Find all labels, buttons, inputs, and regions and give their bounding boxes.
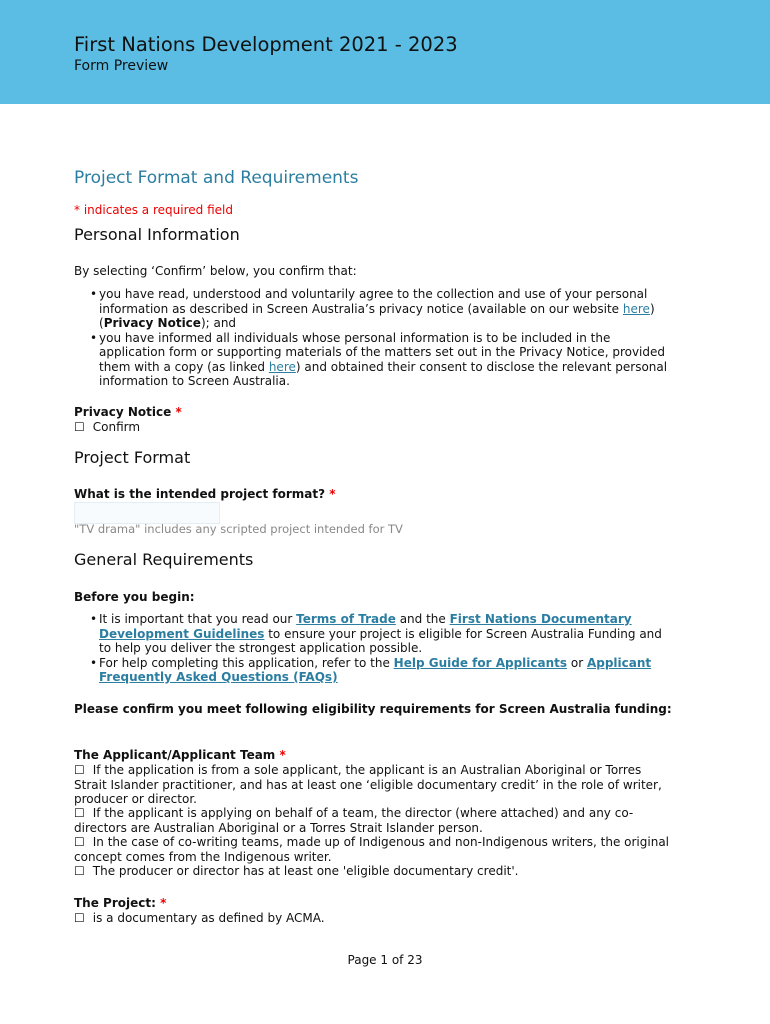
project-checkbox-1[interactable]: ☐ is a documentary as defined by ACMA. [74, 911, 325, 925]
personal-intro: By selecting ‘Confirm’ below, you confirm that: [74, 264, 357, 278]
guidelines-link[interactable]: First Nations Documentary Development Guidelines [99, 612, 632, 641]
general-heading: General Requirements [74, 550, 254, 569]
format-select[interactable] [74, 502, 220, 524]
required-note: * indicates a required field [74, 203, 233, 217]
personal-list [74, 287, 674, 389]
project-format-heading: Project Format [74, 448, 191, 467]
team-checkbox-1[interactable]: ☐ If the application is from a sole applicant, the applicant is an Australian Aboriginal or Torres Strait Islander practitioner, and has at least one ‘eligible documentary credit’ in the role of writer, producer or director. [74, 763, 662, 806]
general-list [74, 612, 674, 685]
format-hint: "TV drama" includes any scripted project intended for TV [74, 522, 403, 536]
format-question: What is the intended project format? * [74, 487, 336, 501]
confirm-checkbox[interactable]: ☐ Confirm [74, 420, 141, 434]
list-item: • It is important that you read our Terms of Trade and the First Nations Documentary Development Guidelines to ensure your project is eligible for Screen Australia Funding and to help you deliver the strongest application possible. [74, 612, 674, 656]
list-item: • you have informed all individuals whose personal information is to be included in the application form or supporting materials of the matters set out in the Privacy Notice, provided them with a copy (as linked here) and obtained their consent to disclose the relevant personal information to Screen Australia. [74, 331, 674, 389]
team-label: The Applicant/Applicant Team * [74, 748, 286, 762]
personal-info-heading: Personal Information [74, 225, 240, 244]
header-banner [0, 0, 770, 104]
project-label: The Project: * [74, 896, 167, 910]
list-item: • For help completing this application, refer to the Help Guide for Applicants or Applicant Frequently Asked Questions (FAQs) [74, 656, 674, 685]
privacy-link-2[interactable]: here [268, 359, 296, 374]
section-title: Project Format and Requirements [74, 168, 359, 188]
team-checkbox-4[interactable]: ☐ The producer or director has at least one 'eligible documentary credit'. [74, 864, 519, 878]
eligibility-question: Please confirm you meet following eligibility requirements for Screen Australia funding: [74, 702, 672, 716]
begin-label: Before you begin: [74, 590, 195, 604]
terms-link[interactable]: Terms of Trade [296, 612, 396, 626]
faq-link[interactable]: Applicant Frequently Asked Questions (FAQs) [99, 655, 652, 684]
privacy-link[interactable]: here [622, 301, 650, 316]
help-guide-link[interactable]: Help Guide for Applicants [393, 655, 568, 670]
list-item: • you have read, understood and voluntarily agree to the collection and use of your personal information as described in Screen Australia’s privacy notice (available on our website here) (Privacy Notice); and [74, 287, 674, 331]
form-subtitle: Form Preview [74, 58, 169, 74]
team-checkbox-2[interactable]: ☐ If the applicant is applying on behalf of a team, the director (where attached) and any co-directors are Australian Aboriginal or a Torres Strait Islander person. [74, 806, 634, 835]
team-checkbox-3[interactable]: ☐ In the case of co-writing teams, made up of Indigenous and non-Indigenous writers, the original concept comes from the Indigenous writer. [74, 835, 669, 864]
privacy-label: Privacy Notice * [74, 405, 182, 419]
form-title: First Nations Development 2021 - 2023 [74, 33, 458, 56]
page-number: Page 1 of 23 [347, 953, 423, 967]
